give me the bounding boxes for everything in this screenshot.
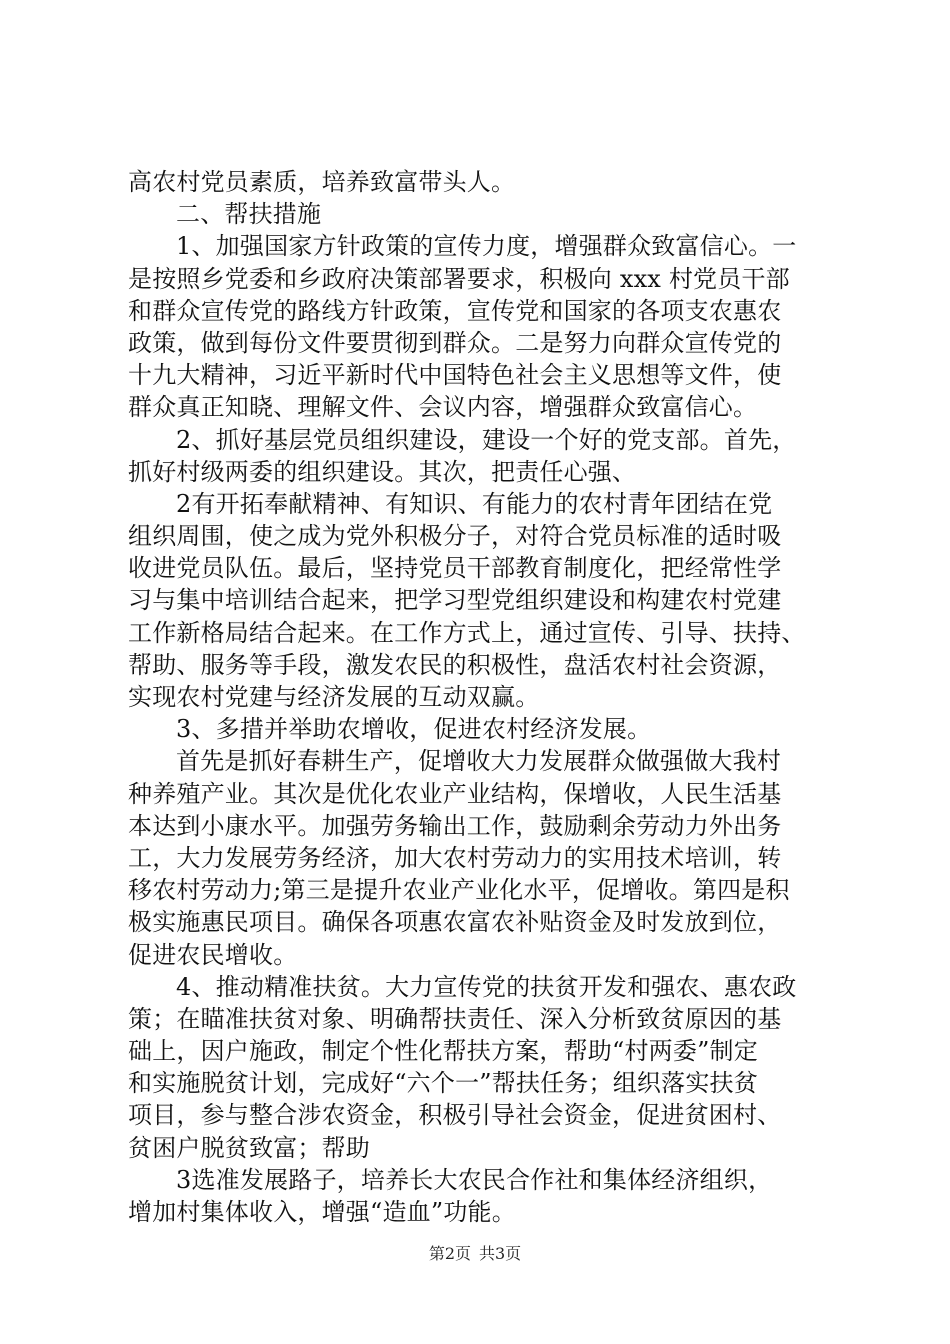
text-line: 实现农村党建与经济发展的互动双赢。 [128,683,540,711]
text-line: 十九大精神，习近平新时代中国特色社会主义思想等文件，使 [128,361,782,390]
text-line: 组织周围，使之成为党外积极分子，对符合党员标准的适时吸 [128,522,782,551]
text-line: 和实施脱贫计划，完成好“六个一”帮扶任务；组织落实扶贫 [128,1069,758,1098]
text-line: 项目，参与整合涉农资金，积极引导社会资金，促进贫困村、 [128,1101,782,1130]
text-line: 首先是抓好春耕生产，促增收大力发展群众做强做大我村 [176,747,781,776]
text-line: 帮助、服务等手段，激发农民的积极性，盘活农村社会资源， [128,650,782,679]
text-line: 2、抓好基层党员组织建设，建设一个好的党支部。首先， [176,425,797,454]
text-line: 增加村集体收入，增强“造血”功能。 [128,1198,516,1226]
page-total: 共3页 [479,1244,522,1263]
text-line: 收进党员队伍。最后，坚持党员干部教育制度化，把经常性学 [128,554,782,583]
text-line: 工，大力发展劳务经济，加大农村劳动力的实用技术培训，转 [128,843,782,872]
text-line: 极实施惠民项目。确保各项惠农富农补贴资金及时发放到位， [128,908,782,937]
text-line: 促进农民增收。 [128,940,298,969]
text-line: 策；在瞄准扶贫对象、明确帮扶责任、深入分析致贫原因的基 [128,1004,782,1033]
text-line: 高农村党员素质，培养致富带头人。 [128,168,516,196]
text-line: 习与集中培训结合起来，把学习型党组织建设和构建农村党建 [128,586,782,615]
text-line: 抓好村级两委的组织建设。其次，把责任心强、 [128,457,637,486]
page-footer [0,1244,950,1264]
text-line: 1、加强国家方针政策的宣传力度，增强群众致富信心。一 [176,232,797,261]
text-line: 本达到小康水平。加强劳务输出工作，鼓励剩余劳动力外出务 [128,811,782,840]
text-line: 和群众宣传党的路线方针政策，宣传党和国家的各项支农惠农 [128,296,782,325]
text-line: 种养殖产业。其次是优化农业产业结构，保增收，人民生活基 [128,779,782,808]
text-line: 是按照乡党委和乡政府决策部署要求，积极向 xxx 村党员干部 [128,264,790,293]
text-line: 二、帮扶措施 [176,200,322,229]
text-line: 2有开拓奉献精神、有知识、有能力的农村青年团结在党 [176,489,773,518]
page-number: 第2页 [428,1244,471,1263]
text-line: 群众真正知晓、理解文件、会议内容，增强群众致富信心。 [128,393,758,422]
text-line: 4、推动精准扶贫。大力宣传党的扶贫开发和强农、惠农政 [176,972,797,1001]
text-line: 移农村劳动力;第三是提升农业产业化水平，促增收。第四是积 [128,876,790,905]
text-line: 础上，因户施政，制定个性化帮扶方案，帮助“村两委”制定 [128,1037,758,1066]
document-body [128,166,848,1228]
text-line: 3选准发展路子，培养长大农民合作社和集体经济组织， [176,1165,773,1194]
text-line: 政策，做到每份文件要贯彻到群众。二是努力向群众宣传党的 [128,328,782,357]
text-line: 工作新格局结合起来。在工作方式上，通过宣传、引导、扶持、 [128,618,806,647]
text-line: 贫困户脱贫致富；帮助 [128,1133,370,1162]
text-line: 3、多措并举助农增收，促进农村经济发展。 [176,715,652,744]
